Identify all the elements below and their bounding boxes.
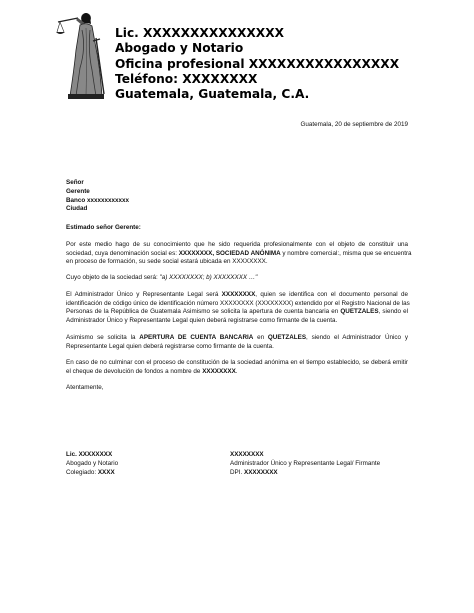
p2-lead: Cuyo objeto de la sociedad será:	[66, 274, 160, 281]
recipient-city: Ciudad	[66, 205, 88, 213]
p1-line-1: Por este medio hago de su conocimiento que he sido requerida profesionalmente con el objeto de constituir una	[66, 241, 408, 248]
office-city: Guatemala, Guatemala, C.A.	[115, 87, 310, 102]
paragraph-4	[66, 334, 408, 351]
lawyer-title: Abogado y Notario	[115, 41, 244, 56]
p3-line-3: Personas de la República de Guatemala Asimismo se solicita la apertura de cuenta bancaria en QUETZALES, siendo el	[66, 308, 408, 316]
lady-justice-icon	[56, 8, 108, 100]
signer-left-name: Lic. XXXXXXXX	[66, 451, 113, 458]
paragraph-5	[66, 359, 408, 376]
signer-left-colegiado: Colegiado: XXXX	[66, 469, 115, 476]
p4-line-2: Representante Legal quien deberá registrarse como firmante de la cuenta.	[66, 342, 274, 350]
signer-right-title: Administrador Único y Representante Legal/ Firmante	[230, 460, 381, 467]
p3-line-1: El Administrador Único y Representante Legal será XXXXXXXX, quien se identifica con el documento personal de	[66, 291, 408, 298]
recipient-block	[66, 179, 129, 214]
signature-left	[66, 451, 118, 478]
letter-date: Guatemala, 20 de septiembre de 2019	[300, 121, 408, 128]
recipient-bank: Banco xxxxxxxxxxxx	[66, 196, 130, 204]
recipient-role: Gerente	[66, 187, 90, 195]
p4-line-1: Asimismo se solicita la APERTURA DE CUENTA BANCARIA en QUETZALES, siendo el Administrador Único y	[66, 334, 408, 341]
signature-right	[230, 451, 380, 478]
p1-line-3: en proceso de formación, su sede social estará ubicada en XXXXXXXX.	[66, 258, 268, 266]
greeting: Estimado señor Gerente:	[66, 224, 141, 231]
signer-right-dpi: DPI. XXXXXXXX	[230, 469, 278, 476]
office-name: Oficina profesional XXXXXXXXXXXXXXXX	[115, 56, 400, 71]
closing: Atentamente,	[66, 384, 104, 391]
signer-left-title: Abogado y Notario	[66, 460, 119, 467]
p3-line-2: identificación de código único de identificación número XXXXXXXX (XXXXXXXX) extendido por el Registro Nacional de las	[66, 299, 410, 307]
signer-right-name: XXXXXXXX	[230, 451, 264, 458]
p3-line-4: Administrador Único y Representante Legal quien deberá registrarse como firmante de la cuenta.	[66, 316, 338, 324]
letterhead	[115, 26, 399, 102]
paragraph-1	[66, 241, 412, 267]
paragraph-3	[66, 291, 408, 325]
phone-number: Teléfono: XXXXXXXX	[115, 71, 258, 86]
p1-line-2: sociedad, cuya denominación social es: XXXXXXXX, SOCIEDAD ANÓNIMA y nombre comercial:, misma que se encuentra	[66, 249, 412, 257]
p5-line-2: el cheque de devolución de fondos a nombre de XXXXXXXX.	[66, 367, 238, 375]
p5-line-1: En caso de no culminar con el proceso de constitución de la sociedad anónima en el tiempo establecido, se deberá emitir	[66, 359, 408, 366]
recipient-salutation: Señor	[66, 179, 84, 186]
p2-objects: "a) XXXXXXXX; b) XXXXXXXX …"	[159, 274, 258, 281]
lawyer-name: Lic. XXXXXXXXXXXXXXX	[115, 26, 284, 40]
paragraph-2	[66, 274, 408, 283]
